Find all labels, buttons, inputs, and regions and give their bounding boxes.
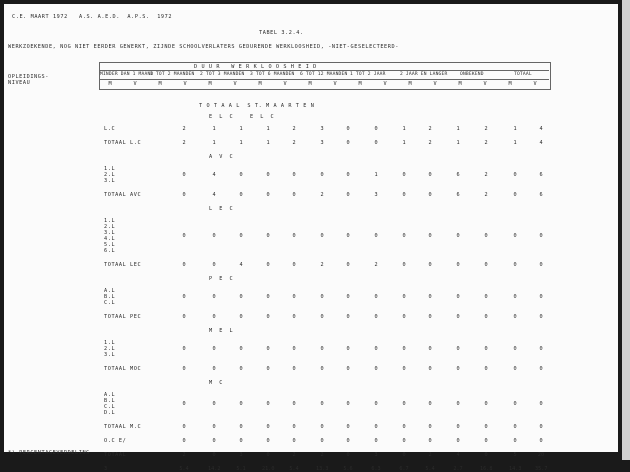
table-cell: 0	[346, 452, 350, 458]
table-cell: 1	[374, 172, 378, 178]
table-cell: 0	[239, 401, 243, 407]
sub-marker: M	[258, 81, 262, 87]
table-cell: 0	[428, 192, 432, 198]
table-cell: 2	[292, 452, 296, 458]
table-cell: 0	[428, 314, 432, 320]
column-group-title: D U U R W E R K L O O S H E I D	[194, 64, 317, 70]
table-cell: 0	[320, 401, 324, 407]
table-cell: 0	[374, 438, 378, 444]
table-cell: 6	[456, 192, 460, 198]
table-cell: 0	[212, 438, 216, 444]
table-cell: 0	[239, 346, 243, 352]
table-cell: 0	[456, 346, 460, 352]
header-rule	[99, 79, 549, 80]
row-label: TOTAAL AVC	[104, 192, 142, 198]
sub-marker: V	[183, 81, 187, 87]
table-cell: 0	[456, 314, 460, 320]
sub-marker: M	[158, 81, 162, 87]
table-cell: 0	[266, 233, 270, 239]
table-cell: 0	[402, 172, 406, 178]
table-cell: 0	[402, 294, 406, 300]
table-cell: 6	[456, 172, 460, 178]
table-cell: 5.1	[236, 466, 246, 472]
table-cell: 0	[182, 366, 186, 372]
table-cell: 0	[292, 424, 296, 430]
section-heading: P E C	[209, 276, 235, 282]
section-heading: A V C	[209, 154, 235, 160]
table-cell: 0	[182, 233, 186, 239]
table-cell: 5.6	[343, 466, 353, 472]
table-cell: 0	[484, 438, 488, 444]
stub-title: OPLEIDINGS- NIVEAU	[8, 74, 49, 86]
table-cell: 0	[374, 346, 378, 352]
table-cell: 1	[402, 126, 406, 132]
row-label: 1.L 2.L 3.L	[104, 166, 116, 184]
table-cell: 0	[320, 233, 324, 239]
table-cell: 0	[266, 192, 270, 198]
table-cell: 0	[374, 401, 378, 407]
table-cell: 0	[346, 192, 350, 198]
table-cell: 0	[320, 366, 324, 372]
table-cell: 0	[320, 172, 324, 178]
row-label: TOTAAL MOC	[104, 366, 142, 372]
table-cell: 0	[428, 346, 432, 352]
header-line: C.E. MAART 1972 A.S. A.E.D. A.P.S. 1972	[12, 14, 173, 20]
table-cell: 0	[346, 140, 350, 146]
table-cell: 0	[346, 366, 350, 372]
table-cell: 0	[428, 401, 432, 407]
table-cell: 0	[292, 172, 296, 178]
table-cell: 6.3	[371, 466, 381, 472]
section-heading: L E C	[209, 206, 235, 212]
table-cell: 0	[539, 233, 543, 239]
table-cell: 0	[239, 314, 243, 320]
table-cell: 0	[346, 438, 350, 444]
table-cell: 4	[212, 192, 216, 198]
table-cell: 0	[239, 233, 243, 239]
row-label: TOTAAL LEC	[104, 262, 142, 268]
table-cell: 0	[266, 366, 270, 372]
table-cell: 1	[239, 140, 243, 146]
table-cell: 0	[513, 346, 517, 352]
table-cell: 4	[539, 140, 543, 146]
sub-marker: V	[383, 81, 387, 87]
table-cell: 1	[513, 126, 517, 132]
table-cell: 0	[513, 401, 517, 407]
table-cell: 0	[292, 192, 296, 198]
sub-marker: V	[533, 81, 537, 87]
table-cell: 0	[212, 366, 216, 372]
sub-marker: M	[508, 81, 512, 87]
table-cell: 0	[182, 438, 186, 444]
table-cell: 0	[484, 424, 488, 430]
table-cell: 14.2	[208, 466, 221, 472]
table-cell: 0	[320, 294, 324, 300]
column-name: 2 TOT 3 MAANDEN	[200, 72, 245, 77]
table-cell: 0	[182, 294, 186, 300]
table-cell: 0	[346, 294, 350, 300]
table-cell: 0	[513, 438, 517, 444]
table-cell: 0	[484, 314, 488, 320]
table-cell: 0	[292, 366, 296, 372]
row-label: A.L B.L C.L D.L	[104, 392, 116, 416]
sub-marker: M	[208, 81, 212, 87]
table-cell: 0	[374, 126, 378, 132]
column-name: TOTAAL	[514, 72, 532, 77]
row-label: TOTAAL PEC	[104, 314, 142, 320]
sub-marker: V	[433, 81, 437, 87]
table-cell: 0	[212, 314, 216, 320]
table-cell: 14.3	[509, 466, 522, 472]
row-label: L.C	[104, 126, 116, 132]
table-cell: 1	[266, 126, 270, 132]
table-cell: 3	[374, 192, 378, 198]
table-cell: 20	[537, 452, 545, 458]
table-cell: 0	[346, 262, 350, 268]
table-cell: 0	[266, 262, 270, 268]
table-cell: 0	[539, 424, 543, 430]
table-cell: 0	[346, 233, 350, 239]
column-name: ONBEKEND	[460, 72, 484, 77]
table-cell: 0	[402, 262, 406, 268]
table-cell: 0	[428, 438, 432, 444]
table-cell: 0	[239, 172, 243, 178]
table-cell: 2	[484, 172, 488, 178]
table-cell: 0	[320, 438, 324, 444]
table-cell: 2	[182, 452, 186, 458]
footnote: *) PERCENTAGEVERDELING	[8, 450, 90, 456]
table-cell: 1	[239, 126, 243, 132]
table-cell: 0	[374, 424, 378, 430]
table-cell: 0	[374, 314, 378, 320]
table-cell: 0	[402, 192, 406, 198]
table-cell: 2	[374, 262, 378, 268]
row-label: TOTAAL M.C	[104, 424, 142, 430]
table-cell: 0	[182, 314, 186, 320]
table-cell: 0	[484, 346, 488, 352]
table-cell: 2	[182, 140, 186, 146]
table-cell: 0	[212, 424, 216, 430]
table-cell: 0	[513, 192, 517, 198]
table-cell: 4	[212, 172, 216, 178]
table-cell: 0	[212, 452, 216, 458]
table-cell: 2	[428, 452, 432, 458]
table-cell: 0	[428, 366, 432, 372]
table-cell: 2	[428, 140, 432, 146]
table-cell: 1	[402, 140, 406, 146]
table-cell: 0	[456, 233, 460, 239]
sub-marker: V	[283, 81, 287, 87]
table-cell: 0	[320, 314, 324, 320]
column-name: 1 TOT 2 JAAR	[350, 72, 386, 77]
sub-marker: V	[483, 81, 487, 87]
total-title: T O T A A L S T. M A A R T E N	[199, 103, 315, 109]
table-cell: 6	[539, 172, 543, 178]
table-cell: 0	[484, 366, 488, 372]
table-cell: 0	[402, 452, 406, 458]
table-cell: 0	[292, 262, 296, 268]
table-cell: 0	[212, 294, 216, 300]
table-cell: 0	[239, 294, 243, 300]
table-cell: 0	[292, 294, 296, 300]
table-cell: 0	[402, 314, 406, 320]
table-cell: 3	[320, 126, 324, 132]
table-cell: 0	[266, 401, 270, 407]
table-cell: 0	[320, 424, 324, 430]
table-cell: 2	[320, 262, 324, 268]
table-cell: 0	[484, 294, 488, 300]
table-cell: 0	[402, 366, 406, 372]
table-cell: 0	[346, 314, 350, 320]
sub-marker: V	[233, 81, 237, 87]
row-label: O.C E/	[104, 438, 127, 444]
table-cell: 0	[428, 424, 432, 430]
table-cell: 0	[266, 424, 270, 430]
table-cell: 0	[513, 314, 517, 320]
table-cell: 0	[346, 424, 350, 430]
table-cell: 0	[374, 366, 378, 372]
row-label: 1.L 2.L 3.L 4.L 5.L 6.L	[104, 218, 116, 254]
table-cell: 0	[239, 192, 243, 198]
table-cell: 0	[182, 401, 186, 407]
table-cell: 0	[428, 172, 432, 178]
table-cell: 0	[484, 401, 488, 407]
table-cell: 21.0	[262, 466, 275, 472]
table-cell: 0	[374, 294, 378, 300]
table-cell: 2	[320, 452, 324, 458]
sub-marker: M	[458, 81, 462, 87]
table-cell: 0	[182, 192, 186, 198]
table-cell: 0	[484, 262, 488, 268]
table-cell: 5.4	[289, 466, 299, 472]
table-cell: 1	[266, 140, 270, 146]
table-cell: 6.7	[399, 466, 409, 472]
table-cell: 0	[402, 346, 406, 352]
table-cell: 13.3	[316, 466, 329, 472]
table-cell: 0	[212, 346, 216, 352]
table-cell: 0	[513, 424, 517, 430]
table-cell: 4	[539, 126, 543, 132]
table-cell: 0	[456, 401, 460, 407]
table-cell: 0	[346, 126, 350, 132]
table-cell: 3	[320, 140, 324, 146]
table-cell: 0	[346, 172, 350, 178]
table-cell: 0	[402, 233, 406, 239]
page-edge	[622, 0, 630, 460]
table-cell: 0	[513, 172, 517, 178]
table-cell: 0	[212, 233, 216, 239]
column-name: 1 TOT 2 MAANDEN	[150, 72, 195, 77]
table-cell: 0	[292, 401, 296, 407]
table-cell: 0	[428, 262, 432, 268]
table-cell: 4	[456, 452, 460, 458]
sub-marker: M	[308, 81, 312, 87]
table-cell: 0	[346, 401, 350, 407]
table-cell: 0	[513, 233, 517, 239]
section-heading: E L C E L C	[209, 114, 276, 120]
table-cell: 6	[539, 192, 543, 198]
table-cell: 1	[456, 126, 460, 132]
table-cell: 2.7	[453, 466, 463, 472]
row-label: TOTAAL L.C	[104, 140, 142, 146]
sub-marker: V	[333, 81, 337, 87]
table-cell: 0	[513, 366, 517, 372]
table-cell: 0	[456, 262, 460, 268]
table-cell: 2	[320, 192, 324, 198]
table-cell: 0	[513, 294, 517, 300]
table-cell: 0	[539, 294, 543, 300]
table-cell: 0	[484, 452, 488, 458]
table-cell: 0	[456, 366, 460, 372]
table-cell: 0	[402, 424, 406, 430]
table-cell: 0	[239, 424, 243, 430]
table-subtitle: WERKZOEKENDE, NOG NIET EERDER GEWERKT, ZIJNDE SCHOOLVERLATERS GEDURENDE WERKLOOSHEID, -NIET-GESELECTEERD-	[8, 44, 399, 50]
sub-marker: M	[108, 81, 112, 87]
table-cell: 0	[402, 438, 406, 444]
table-cell: 0	[456, 424, 460, 430]
table-cell: 3	[374, 452, 378, 458]
column-name: 2 JAAR EN LANGER	[400, 72, 448, 77]
table-cell: 16.8	[480, 466, 493, 472]
table-cell: 35.7	[535, 466, 548, 472]
table-cell: 2	[484, 126, 488, 132]
row-label: A.L B.L C.L	[104, 288, 116, 306]
table-cell: 5.4	[425, 466, 435, 472]
column-name: MINDER DAN 1 MAAND	[100, 72, 154, 77]
table-cell: 0	[539, 346, 543, 352]
header-rule	[99, 70, 549, 71]
table-cell: 0	[539, 438, 543, 444]
table-cell: 0	[346, 346, 350, 352]
table-cell: 0	[266, 438, 270, 444]
table-cell: 0	[266, 294, 270, 300]
table-cell: 0	[292, 314, 296, 320]
sub-marker: V	[133, 81, 137, 87]
table-cell: 2	[182, 126, 186, 132]
table-cell: 0	[539, 314, 543, 320]
table-cell: 2	[292, 140, 296, 146]
table-cell: 0	[539, 366, 543, 372]
table-cell: 0	[292, 346, 296, 352]
document-page	[4, 4, 618, 472]
table-cell: 0	[212, 401, 216, 407]
table-cell: 1	[513, 140, 517, 146]
row-label: TOTAAL	[104, 452, 127, 458]
section-heading: M C	[209, 380, 225, 386]
table-cell: 0	[402, 401, 406, 407]
table-cell: 0	[292, 438, 296, 444]
table-cell: 5	[513, 452, 517, 458]
sub-marker: M	[358, 81, 362, 87]
table-cell: 2	[484, 140, 488, 146]
table-cell: 0	[266, 172, 270, 178]
table-cell: 0	[266, 346, 270, 352]
sub-marker: M	[408, 81, 412, 87]
table-cell: 0	[212, 262, 216, 268]
table-cell: 5.4	[179, 466, 189, 472]
row-label: 1.L 2.L 3.L	[104, 340, 116, 358]
table-cell: 4	[239, 262, 243, 268]
table-cell: 0	[266, 452, 270, 458]
table-cell: 3	[239, 452, 243, 458]
table-cell: 1	[456, 140, 460, 146]
table-cell: 0	[428, 294, 432, 300]
table-cell: 2	[292, 126, 296, 132]
table-number: TABEL 3.2.4.	[259, 30, 304, 36]
table-cell: 0	[239, 438, 243, 444]
column-name: 6 TOT 12 MAANDEN	[300, 72, 348, 77]
table-cell: 0	[513, 262, 517, 268]
table-cell: 0	[182, 346, 186, 352]
table-cell: 0	[539, 401, 543, 407]
table-cell: 0	[539, 262, 543, 268]
table-cell: 0	[266, 314, 270, 320]
table-cell: 0	[456, 294, 460, 300]
table-cell: 0	[456, 438, 460, 444]
table-cell: 1	[212, 140, 216, 146]
table-cell: 0	[182, 262, 186, 268]
table-cell: 0	[374, 233, 378, 239]
table-cell: 0	[182, 424, 186, 430]
table-cell: 0	[428, 233, 432, 239]
table-cell: 2	[428, 126, 432, 132]
table-cell: 0	[292, 233, 296, 239]
row-label: 3	[104, 466, 108, 472]
table-cell: 0	[239, 366, 243, 372]
section-heading: M E L	[209, 328, 235, 334]
table-cell: 1	[212, 126, 216, 132]
table-cell: 0	[320, 346, 324, 352]
table-cell: 0	[182, 172, 186, 178]
table-cell: 0	[374, 140, 378, 146]
column-name: 3 TOT 6 MAANDEN	[250, 72, 295, 77]
table-cell: 0	[484, 233, 488, 239]
table-cell: 2	[484, 192, 488, 198]
